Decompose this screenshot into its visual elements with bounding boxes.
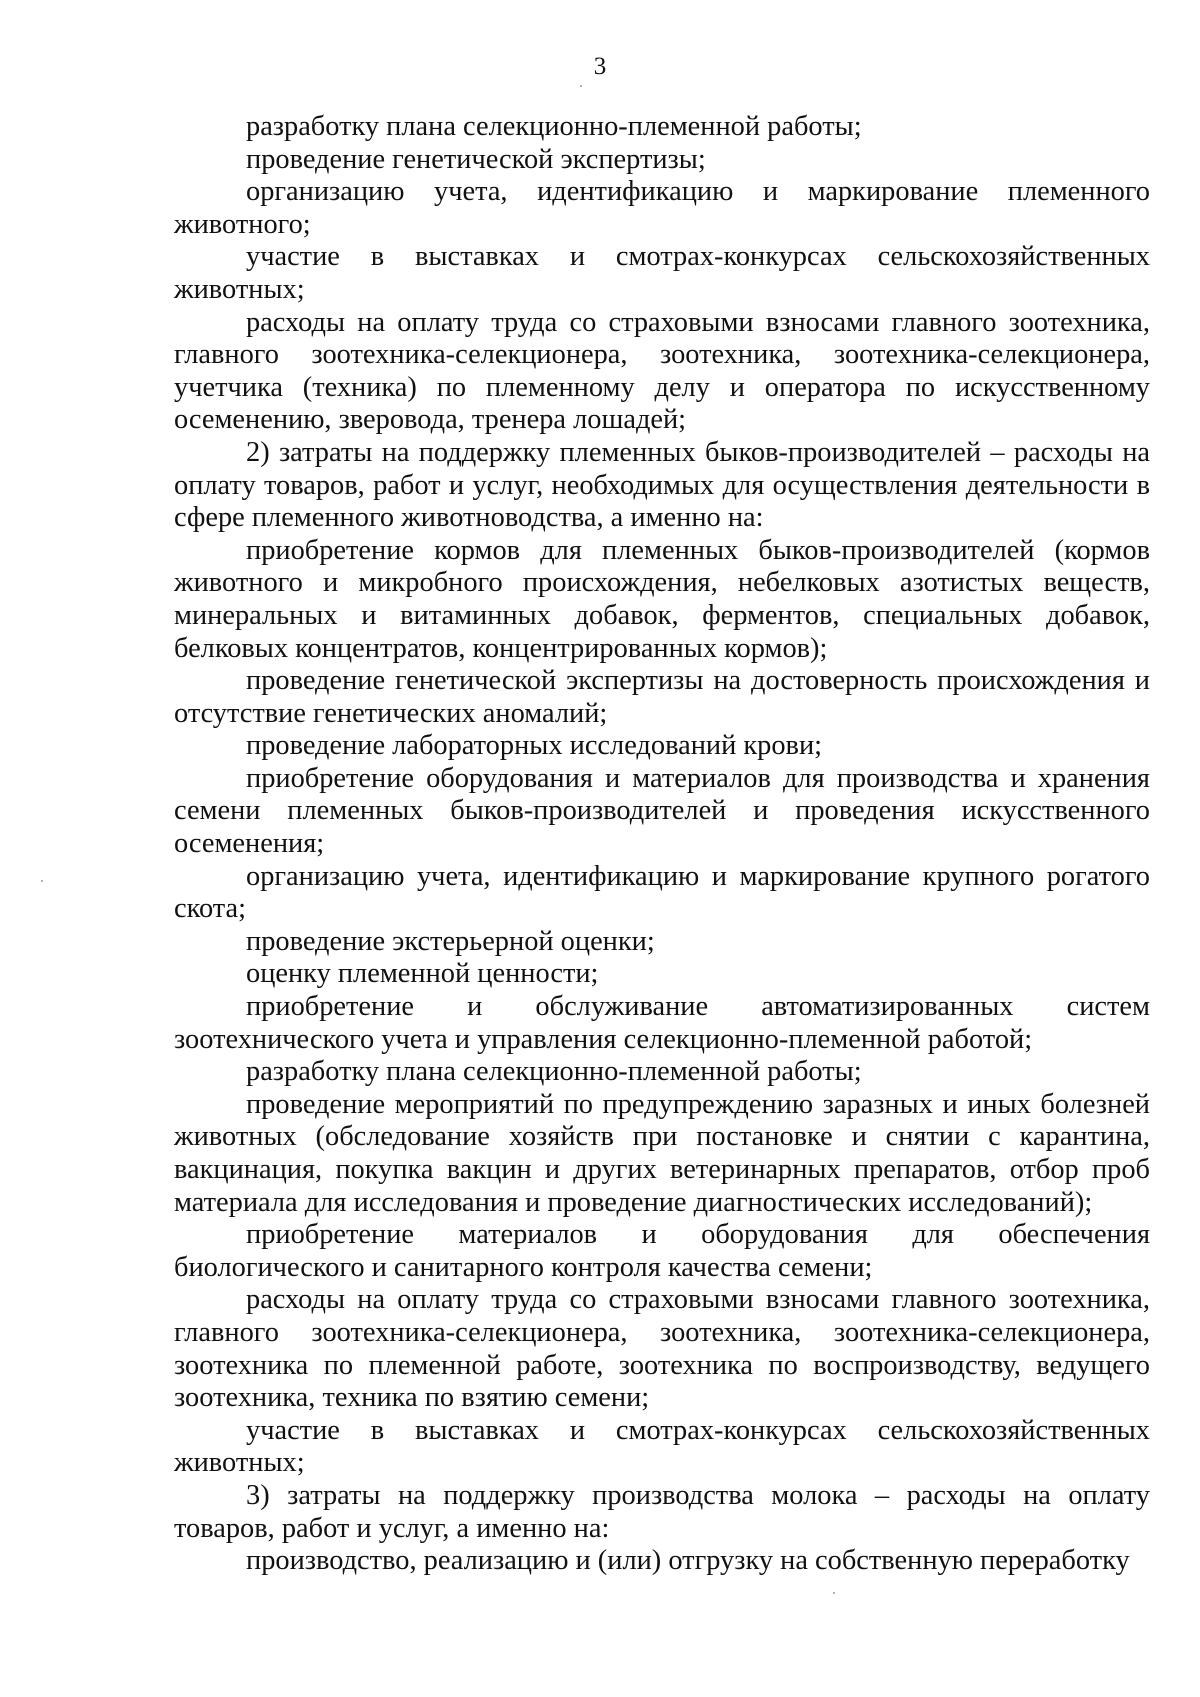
paragraph: организацию учета, идентификацию и маркирование крупного рогатого скота; [174,860,1150,925]
paragraph: разработку плана селекционно-племенной работы; [246,111,862,142]
paragraph: 2) затраты на поддержку племенных быков-производителей – расходы на оплату товаров, работ и услуг, необходимых для осуществления деятельности в сфере племенного животноводства, а именно на: [174,436,1150,534]
paragraph: участие в выставках и смотрах-конкурсах сельскохозяйственных животных; [174,241,1150,305]
paragraph: расходы на оплату труда со страховыми взносами главного зоотехника, главного зоотехника-селекционера, зоотехника, зоотехника-селекционера, учетчика (техника) по племенному делу и оператора по искусственному осеменению, зверовода, тренера лошадей; [174,306,1150,436]
document-body [174,111,1150,1578]
paragraph: 3) затраты на поддержку производства молока – расходы на оплату товаров, работ и услуг, а именно на: [174,1479,1150,1544]
paragraph: проведение экстерьерной оценки; [246,925,655,957]
scan-speck [833,1592,835,1594]
paragraph: оценку племенной ценности; [246,958,599,990]
paragraph: расходы на оплату труда со страховыми взносами главного зоотехника, главного зоотехника-селекционера, зоотехника, зоотехника-селекционера, зоотехника по племенной работе, зоотехника по воспроизводству, ведущего зоотехника, техника по взятию семени; [174,1284,1150,1414]
paragraph: приобретение оборудования и материалов для производства и хранения семени племенных быков-производителей и проведения искусственного осеменения; [174,762,1150,860]
paragraph: организацию учета, идентификацию и маркирование племенного животного; [174,176,1150,240]
scan-speck [41,880,43,882]
paragraph: участие в выставках и смотрах-конкурсах сельскохозяйственных животных; [174,1414,1150,1479]
paragraph: приобретение материалов и оборудования для обеспечения биологического и санитарного контроля качества семени; [174,1219,1150,1283]
paragraph: проведение генетической экспертизы; [246,143,706,175]
page-number: 3 [593,53,607,80]
paragraph: приобретение и обслуживание автоматизированных систем зоотехнического учета и управления селекционно-племенной работой; [174,991,1150,1055]
paragraph: проведение мероприятий по предупреждению заразных и иных болезней животных (обследование хозяйств при постановке и снятии с карантина, вакцинация, покупка вакцин и других ветеринарных препаратов, отбор проб материала для исследования и проведение диагностических исследований); [174,1088,1150,1218]
paragraph: производство, реализацию и (или) отгрузку на собственную переработку [246,1545,1130,1577]
paragraph: проведение генетической экспертизы на достоверность происхождения и отсутствие генетических аномалий; [174,665,1150,729]
paragraph: проведение лабораторных исследований крови; [246,730,823,762]
scan-speck [580,85,582,87]
paragraph: разработку плана селекционно-племенной работы; [246,1056,862,1088]
paragraph: приобретение кормов для племенных быков-производителей (кормов животного и микробного происхождения, небелковых азотистых веществ, минеральных и витаминных добавок, ферментов, специальных добавок, белковых концентратов, концентрированных кормов); [174,534,1150,664]
